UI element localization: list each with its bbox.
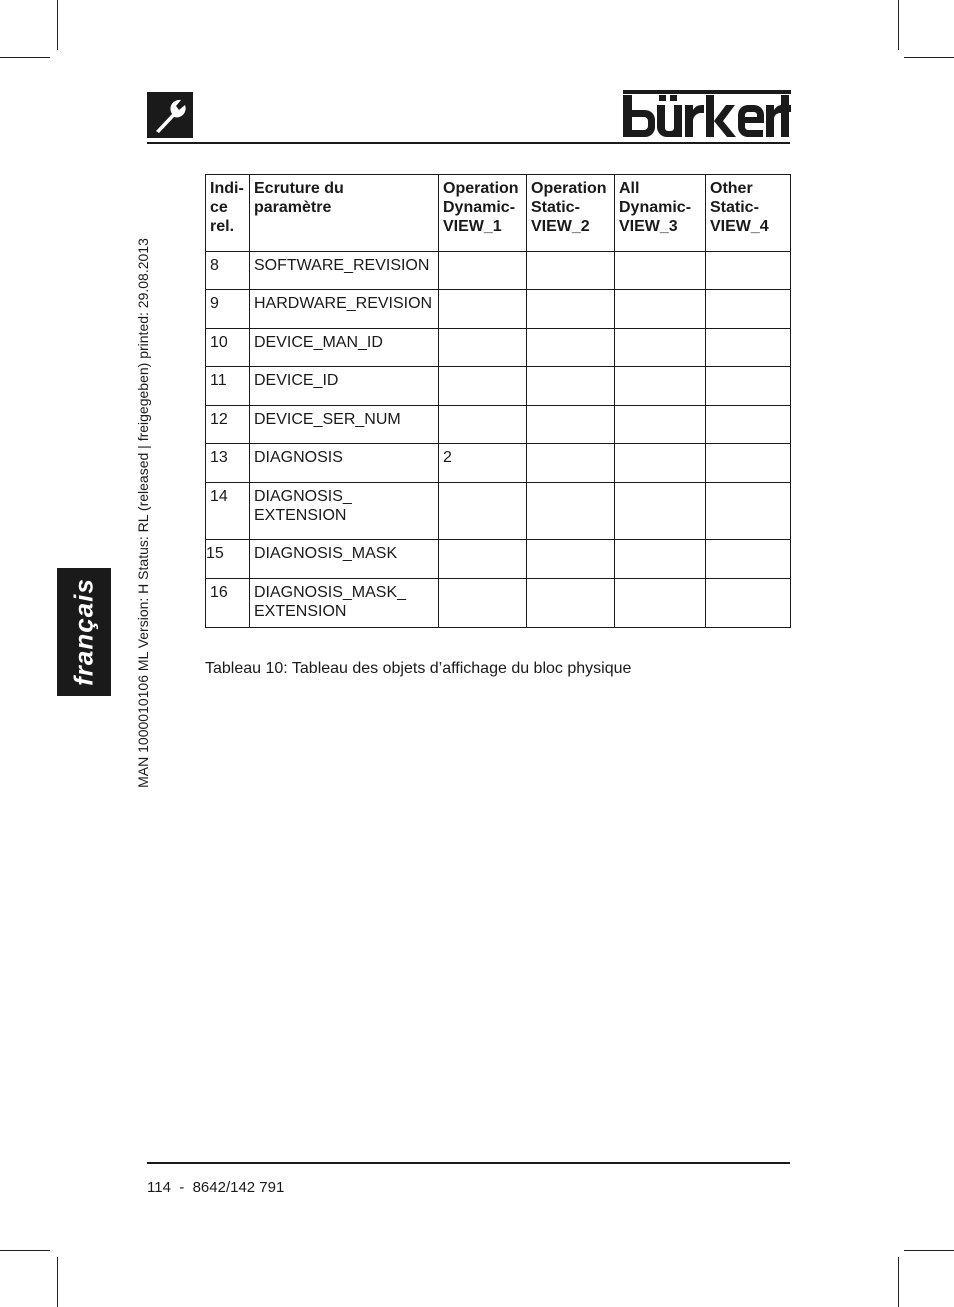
cell-view-1 [439, 540, 527, 579]
table-row [206, 579, 791, 628]
cell-parameter: DIAGNOSIS [250, 444, 439, 483]
cell-view-3 [615, 540, 706, 579]
burkert-logo [623, 90, 791, 140]
parameter-table [205, 174, 791, 628]
crop-mark [0, 57, 50, 58]
cell-view-3 [615, 579, 706, 628]
table-header-row [206, 175, 791, 252]
cell-parameter: DEVICE_MAN_ID [250, 329, 439, 367]
cell-view-3 [615, 367, 706, 406]
cell-view-4 [706, 329, 791, 367]
header-index: Indi- ce rel. [206, 175, 250, 252]
cell-view-2 [527, 329, 615, 367]
cell-view-2 [527, 483, 615, 540]
crop-mark [904, 1250, 954, 1251]
cell-view-1 [439, 406, 527, 444]
cell-index: 15 [206, 540, 250, 579]
header-rule [147, 142, 790, 144]
table-row [206, 252, 791, 290]
cell-view-4 [706, 406, 791, 444]
cell-view-1 [439, 290, 527, 329]
table-row [206, 367, 791, 406]
cell-view-1: 2 [439, 444, 527, 483]
wrench-icon [147, 92, 193, 138]
cell-parameter: SOFTWARE_REVISION [250, 252, 439, 290]
cell-index: 13 [206, 444, 250, 483]
language-label: français [68, 578, 99, 686]
cell-view-3 [615, 444, 706, 483]
cell-parameter: DIAGNOSIS_ EXTENSION [250, 483, 439, 540]
table-row [206, 540, 791, 579]
header-view-3: All Dynamic- VIEW_3 [615, 175, 706, 252]
cell-view-4 [706, 290, 791, 329]
footer-rule [147, 1162, 790, 1164]
cell-index: 9 [206, 290, 250, 329]
cell-view-2 [527, 252, 615, 290]
header-view-2: Operation Static- VIEW_2 [527, 175, 615, 252]
cell-index: 14 [206, 483, 250, 540]
header-parameter: Ecruture du paramètre [250, 175, 439, 252]
cell-view-1 [439, 483, 527, 540]
cell-index: 11 [206, 367, 250, 406]
cell-view-4 [706, 444, 791, 483]
cell-view-3 [615, 483, 706, 540]
header-view-4: Other Static- VIEW_4 [706, 175, 791, 252]
cell-view-1 [439, 329, 527, 367]
table-row [206, 290, 791, 329]
table-row [206, 406, 791, 444]
crop-mark [898, 1257, 899, 1307]
table-row [206, 329, 791, 367]
cell-view-4 [706, 252, 791, 290]
cell-index: 10 [206, 329, 250, 367]
cell-parameter: DEVICE_SER_NUM [250, 406, 439, 444]
table-row [206, 444, 791, 483]
page-number: 114 - 8642/142 791 [147, 1179, 285, 1196]
cell-parameter: DIAGNOSIS_MASK_ EXTENSION [250, 579, 439, 628]
crop-mark [898, 0, 899, 50]
cell-view-3 [615, 252, 706, 290]
crop-mark [904, 57, 954, 58]
cell-view-1 [439, 252, 527, 290]
cell-view-2 [527, 540, 615, 579]
cell-index: 12 [206, 406, 250, 444]
cell-view-2 [527, 367, 615, 406]
document-meta: MAN 1000010106 ML Version: H Status: RL (released | freigegeben) printed: 29.08.2013 [135, 238, 151, 788]
cell-view-4 [706, 540, 791, 579]
table-row [206, 483, 791, 540]
cell-view-1 [439, 579, 527, 628]
table-caption: Tableau 10: Tableau des objets d’affichage du bloc physique [205, 660, 632, 677]
crop-mark [57, 1257, 58, 1307]
cell-view-2 [527, 579, 615, 628]
cell-parameter: DIAGNOSIS_MASK [250, 540, 439, 579]
crop-mark [0, 1250, 50, 1251]
cell-view-3 [615, 290, 706, 329]
cell-view-2 [527, 444, 615, 483]
language-tab [57, 568, 111, 696]
cell-view-4 [706, 579, 791, 628]
header-view-1: Operation Dynamic- VIEW_1 [439, 175, 527, 252]
cell-view-3 [615, 329, 706, 367]
cell-view-2 [527, 406, 615, 444]
cell-view-1 [439, 367, 527, 406]
cell-parameter: HARDWARE_REVISION [250, 290, 439, 329]
cell-index: 8 [206, 252, 250, 290]
cell-parameter: DEVICE_ID [250, 367, 439, 406]
cell-view-2 [527, 290, 615, 329]
cell-index: 16 [206, 579, 250, 628]
cell-view-3 [615, 406, 706, 444]
cell-view-4 [706, 367, 791, 406]
crop-mark [57, 0, 58, 50]
cell-view-4 [706, 483, 791, 540]
